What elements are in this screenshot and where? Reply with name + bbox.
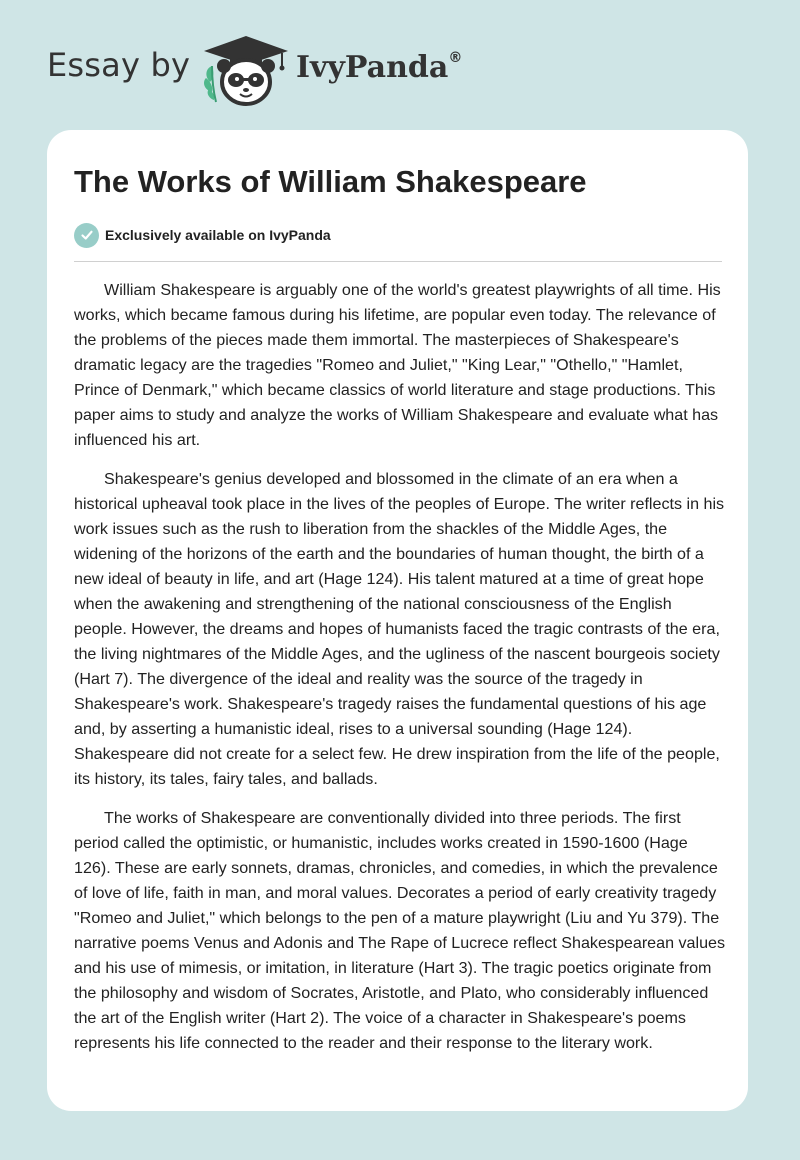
exclusive-badge (74, 222, 331, 248)
brand-text: IvyPanda (296, 50, 449, 85)
essay-card (47, 130, 748, 1111)
essay-by-label: Essay by (47, 46, 191, 84)
paragraph: Shakespeare's genius developed and blossomed in the climate of an era when a historical upheaval took place in the lives of the peoples of Europe. The writer reflects in his work issues such as the rush to liberation from the shackles of the Middle Ages, the widening of the horizons of the earth and the boundaries of human thought, the birth of a new ideal of beauty in life, and art (Hage 124). His talent matured at a time of great hope when the awakening and strengthening of the national consciousness of the English people. However, the dreams and hopes of humanists faced the tragic contrasts of the era, the living nightmares of the Middle Ages, and the ugliness of the nascent bourgeois society (Hart 7). The divergence of the ideal and reality was the source of the tragedy in Shakespeare's work. Shakespeare's tragedy raises the fundamental questions of his age and, by asserting a humanistic ideal, rises to a universal sounding (Hage 124). Shakespeare did not create for a select few. He drew inspiration from the life of the people, its history, its tales, fairy tales, and ballads. (74, 470, 725, 788)
paragraph: William Shakespeare is arguably one of the world's greatest playwrights of all time. His works, which became famous during his lifetime, are popular even today. The relevance of the problems of the pieces made them immortal. The masterpieces of Shakespeare's dramatic legacy are the tragedies "Romeo and Juliet," "King Lear," "Othello," "Hamlet, Prince of Denmark," which became classics of world literature and stage productions. This paper aims to study and analyze the works of William Shakespeare and evaluate what has influenced his art. (74, 281, 721, 449)
essay-body (74, 278, 726, 1070)
check-circle-icon (74, 223, 99, 248)
site-header (0, 0, 800, 130)
paragraph: The works of Shakespeare are conventionally divided into three periods. The first period called the optimistic, or humanistic, includes works created in 1590-1600 (Hage 126). These are early sonnets, dramas, chronicles, and comedies, in which the prevalence of love of life, faith in man, and moral values. Decorates a period of early creativity tragedy "Romeo and Juliet," which belongs to the pen of a mature playwright (Liu and Yu 379). The narrative poems Venus and Adonis and The Rape of Lucrece reflect Shakespearean values and his use of mimesis, or imitation, in literature (Hart 3). The tragic poetics originate from the philosophy and wisdom of Socrates, Aristotle, and Plato, who considerably influenced the art of the English writer (Hart 2). The voice of a character in Shakespeare's poems represents his life connected to the reader and their response to the literary work. (74, 809, 726, 1052)
badge-label: Exclusively available on IvyPanda (105, 227, 331, 243)
page-title: The Works of William Shakespeare (74, 164, 587, 199)
trademark-symbol: ® (448, 50, 463, 66)
divider (74, 261, 722, 262)
brand-name[interactable] (296, 50, 462, 85)
panda-graduation-cap-icon[interactable] (200, 34, 292, 110)
